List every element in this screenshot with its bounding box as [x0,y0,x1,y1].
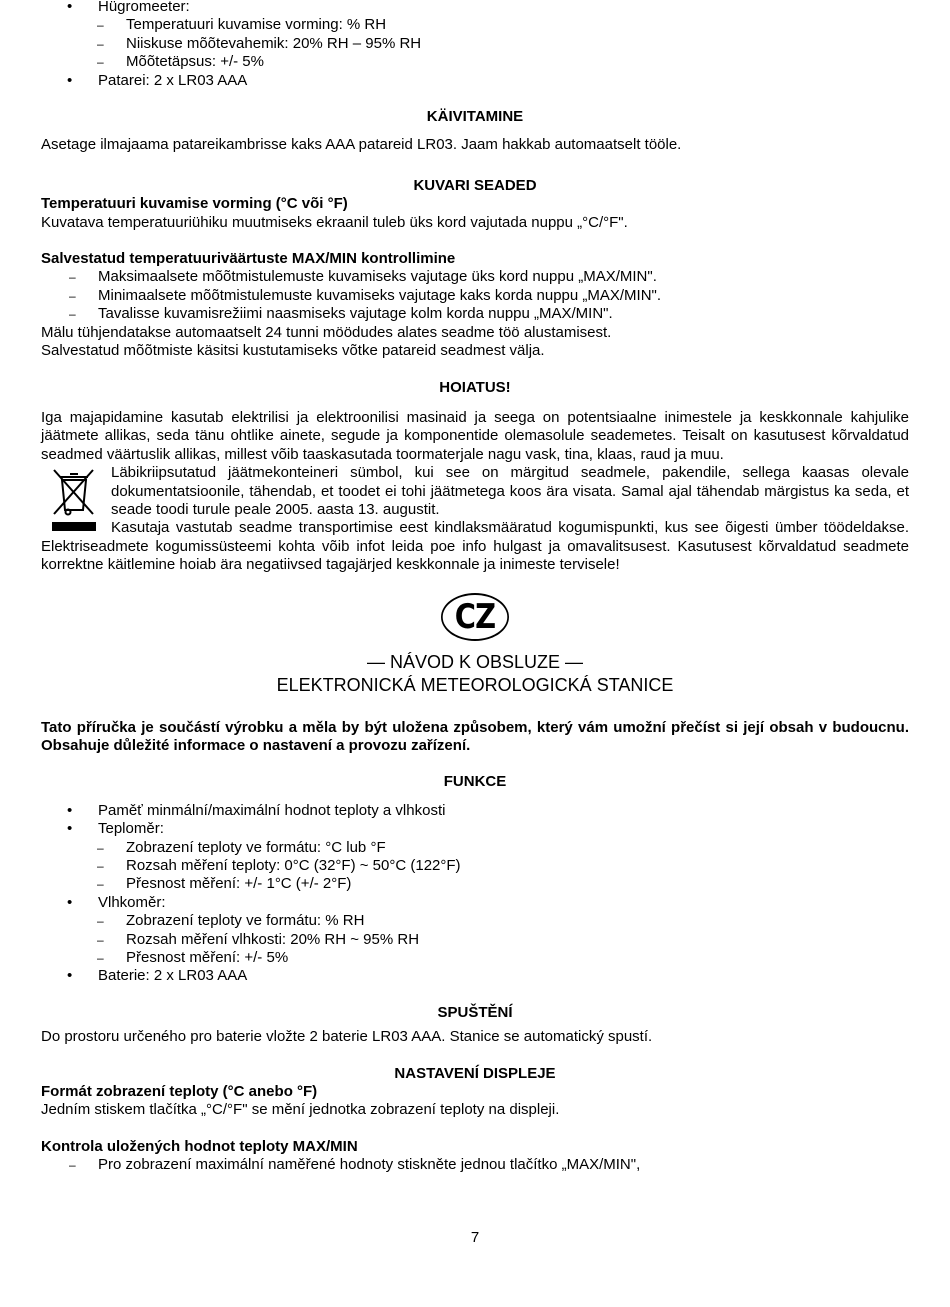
manual-title: — NÁVOD K OBSLUZE — [366,651,584,672]
manual-subtitle: ELEKTRONICKÁ METEOROLOGICKÁ STANICE [276,674,674,695]
list-item: • Hügromeeter: [41,0,909,16]
page-number: 7 [470,1229,480,1246]
section-title: KÄIVITAMINE [426,108,524,126]
list-item: – Přesnost měření: +/- 1°C (+/- 2°F) [41,875,909,893]
list-item: – Rozsah měření teploty: 0°C (32°F) ~ 50°C (122°F) [41,857,909,875]
list-item: • Patarei: 2 x LR03 AAA [41,72,909,90]
list-item: – Tavalisse kuvamisrežiimi naasmiseks vajutage kolm korda nuppu „MAX/MIN". [41,305,909,323]
paragraph: Läbikriipsutatud jäätmekonteineri sümbol, kui see on märgitud seadmele, pakendile, sellega kaasas olevale dokumentatsioonile, tähendab, et toodet ei tohi jäätmetega koos ära visata. Samal ajal tähendab märgistus ka seda, et seade toodi turule peale 2005. aasta 13. augustit. [111,464,909,518]
list-item: – Minimaalsete mõõtmistulemuste kuvamiseks vajutage kaks korda nuppu „MAX/MIN". [41,287,909,305]
section-title: SPUŠTĚNÍ [437,1003,513,1021]
paragraph: Kasutaja vastutab seadme transportimise eest kindlaksmääratud kogumispunkti, kus see õigesti ümber töödeldakse. Elektriseadmete kogumissüsteemi kohta võib infot leida poe info hulgast ja omavalitsusest. Kasutusest kõrvaldatud seadmete korrektne käitlemine hoiab ära negatiivsed tagajärjed keskkonnale ja inimeste tervisele! [41,519,909,574]
list-item: – Zobrazení teploty ve formátu: °C lub °F [41,839,909,857]
weee-notice [41,464,909,574]
list-item: – Temperatuuri kuvamise vorming: % RH [41,16,909,34]
list-item: • Baterie: 2 x LR03 AAA [41,967,909,985]
list-item: • Vlhkoměr: [41,894,909,912]
section-title: HOIATUS! [439,378,511,396]
subsection-title: Temperatuuri kuvamise vorming (°C või °F) [41,195,348,213]
paragraph: Jedním stiskem tlačítka „°C/°F" se mění jednotka zobrazení teploty na displeji. [41,1101,560,1119]
subsection-title: Kontrola uložených hodnot teploty MAX/MIN [41,1137,358,1155]
list-item: – Rozsah měření vlhkosti: 20% RH ~ 95% RH [41,931,909,949]
section-title: FUNKCE [443,773,507,791]
paragraph: Iga majapidamine kasutab elektrilisi ja elektroonilisi masinaid ja seega on potentsiaalne inimestele ja keskkonnale kahjulike jäätmete allikas, seda tänu ohtlike ainete, segude ja komponentide olemasolule seademetes. Teisalt on kasutusest kõrvaldatud seadmed väärtuslik allikas, millest võib taaskasutada toormaterjale nagu vask, tina, klaas, raud ja muu. [41,408,909,463]
intro-paragraph: Tato příručka je součástí výrobku a měla by být uložena způsobem, který vám umožní přečíst si její obsah v budoucnu. Obsahuje důležité informace o nastavení a provozu zařízení. [41,718,909,754]
paragraph: Asetage ilmajaama patareikambrisse kaks AAA patareid LR03. Jaam hakkab automaatselt tööle. [41,136,682,154]
list-item: • Paměť minmální/maximální hodnot teploty a vlhkosti [41,802,909,820]
country-badge [41,593,909,641]
paragraph: Salvestatud mõõtmiste käsitsi kustutamiseks võtke patareid seadmest välja. [41,342,545,360]
list-item: – Pro zobrazení maximální naměřené hodnoty stiskněte jednou tlačítko „MAX/MIN", [41,1156,909,1174]
list-item: – Maksimaalsete mõõtmistulemuste kuvamiseks vajutage üks kord nuppu „MAX/MIN". [41,268,909,286]
subsection-title: Formát zobrazení teploty (°C anebo °F) [41,1083,318,1101]
list-item: – Niiskuse mõõtevahemik: 20% RH – 95% RH [41,35,909,53]
list-item: • Teploměr: [41,820,909,838]
document-page [41,0,909,1175]
paragraph: Kuvatava temperatuuriühiku muutmiseks ekraanil tuleb üks kord vajutada nuppu „°C/°F". [41,213,628,231]
section-title: NASTAVENÍ DISPLEJE [394,1064,556,1082]
country-badge-label: CZ [441,593,509,641]
section-title: KUVARI SEADED [413,176,537,194]
paragraph: Do prostoru určeného pro baterie vložte 2 baterie LR03 AAA. Stanice se automatický spustí. [41,1028,653,1046]
list-item: – Mõõtetäpsus: +/- 5% [41,53,909,71]
list-item: – Zobrazení teploty ve formátu: % RH [41,912,909,930]
crossed-out-bin-icon [51,466,97,536]
paragraph: Mälu tühjendatakse automaatselt 24 tunni möödudes alates seadme töö alustamisest. [41,323,612,341]
subsection-title: Salvestatud temperatuuriväärtuste MAX/MIN kontrollimine [41,250,456,268]
list-item: – Přesnost měření: +/- 5% [41,949,909,967]
